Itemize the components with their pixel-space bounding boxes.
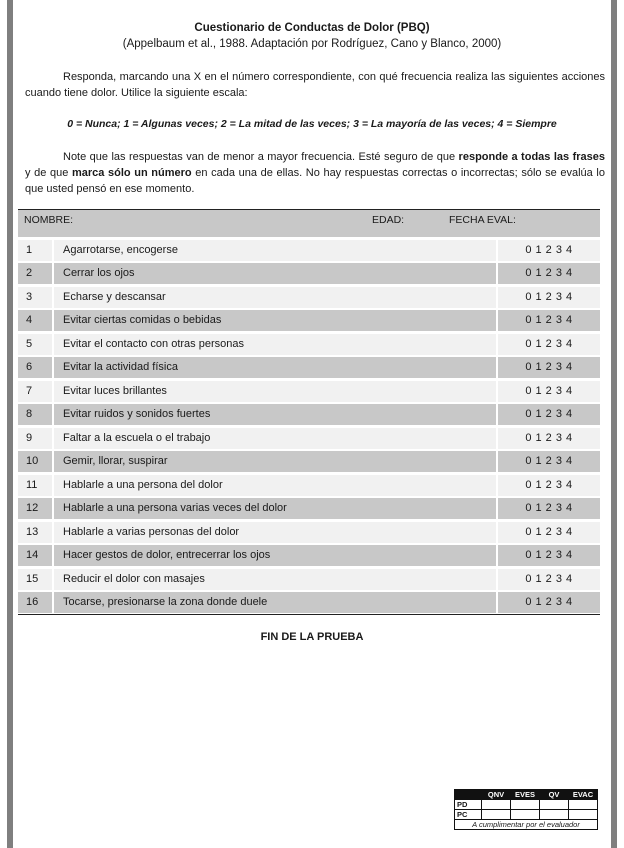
- item-number: 13: [18, 522, 52, 543]
- item-response-options[interactable]: 0 1 2 3 4: [498, 357, 600, 378]
- table-row: [18, 592, 600, 613]
- response-scale: 0 = Nunca; 1 = Algunas veces; 2 = La mitad de las veces; 3 = La mayoría de las veces; 4 = Siempre: [67, 118, 557, 130]
- table-row: [18, 357, 600, 378]
- scoring-col-qnv: QNV: [482, 790, 511, 800]
- table-row: [18, 310, 600, 331]
- item-number: 11: [18, 475, 52, 496]
- item-number: 15: [18, 569, 52, 590]
- scoring-cell[interactable]: [540, 800, 569, 810]
- scoring-row-label: PC: [455, 810, 482, 820]
- scoring-cell[interactable]: [569, 810, 598, 820]
- item-text: Evitar ruidos y sonidos fuertes: [54, 404, 496, 425]
- item-response-options[interactable]: 0 1 2 3 4: [498, 498, 600, 519]
- item-response-options[interactable]: 0 1 2 3 4: [498, 263, 600, 284]
- end-of-test-label: FIN DE LA PRUEBA: [260, 631, 364, 643]
- note-text: y de que: [25, 167, 72, 179]
- item-text: Gemir, llorar, suspirar: [54, 451, 496, 472]
- scoring-col-evac: EVAC: [569, 790, 598, 800]
- item-number: 16: [18, 592, 52, 613]
- item-number: 10: [18, 451, 52, 472]
- table-row: [18, 240, 600, 261]
- table-row: [18, 522, 600, 543]
- item-text: Faltar a la escuela o el trabajo: [54, 428, 496, 449]
- item-number: 7: [18, 381, 52, 402]
- item-response-options[interactable]: 0 1 2 3 4: [498, 428, 600, 449]
- item-response-options[interactable]: 0 1 2 3 4: [498, 310, 600, 331]
- item-text: Reducir el dolor con masajes: [54, 569, 496, 590]
- scoring-col-eves: EVES: [511, 790, 540, 800]
- item-text: Evitar el contacto con otras personas: [54, 334, 496, 355]
- name-field-label[interactable]: NOMBRE:: [24, 214, 74, 226]
- table-row: [18, 334, 600, 355]
- item-response-options[interactable]: 0 1 2 3 4: [498, 522, 600, 543]
- instructions-paragraph: [25, 69, 605, 101]
- scoring-footer: A cumplimentar por el evaluador: [455, 820, 598, 830]
- item-text: Agarrotarse, encogerse: [54, 240, 496, 261]
- item-text: Evitar ciertas comidas o bebidas: [54, 310, 496, 331]
- scoring-cell[interactable]: [511, 800, 540, 810]
- table-row: [18, 451, 600, 472]
- item-response-options[interactable]: 0 1 2 3 4: [498, 451, 600, 472]
- item-response-options[interactable]: 0 1 2 3 4: [498, 592, 600, 613]
- item-text: Hablarle a una persona varias veces del dolor: [54, 498, 496, 519]
- table-row: [18, 404, 600, 425]
- document-page: [13, 0, 611, 848]
- page-margin-right: [611, 0, 617, 848]
- item-response-options[interactable]: 0 1 2 3 4: [498, 404, 600, 425]
- note-text: Note que las respuestas van de menor a mayor frecuencia. Esté seguro de que: [63, 151, 459, 163]
- item-text: Tocarse, presionarse la zona donde duele: [54, 592, 496, 613]
- item-number: 14: [18, 545, 52, 566]
- item-text: Hablarle a una persona del dolor: [54, 475, 496, 496]
- note-emphasis: responde a todas las frases: [458, 151, 605, 163]
- scoring-row-pd: [455, 800, 598, 810]
- items-list: [18, 240, 600, 614]
- table-row: [18, 263, 600, 284]
- item-number: 3: [18, 287, 52, 308]
- table-row: [18, 381, 600, 402]
- scoring-row-label: PD: [455, 800, 482, 810]
- document-subtitle: (Appelbaum et al., 1988. Adaptación por Rodríguez, Cano y Blanco, 2000): [122, 38, 502, 50]
- form-header: [18, 209, 600, 237]
- document-title: Cuestionario de Conductas de Dolor (PBQ): [194, 22, 430, 34]
- note-paragraph: [25, 149, 605, 197]
- item-response-options[interactable]: 0 1 2 3 4: [498, 381, 600, 402]
- item-text: Hacer gestos de dolor, entrecerrar los ojos: [54, 545, 496, 566]
- item-number: 1: [18, 240, 52, 261]
- table-row: [18, 428, 600, 449]
- age-field-label[interactable]: EDAD:: [372, 214, 405, 226]
- scoring-cell[interactable]: [482, 810, 511, 820]
- scoring-cell[interactable]: [482, 800, 511, 810]
- item-response-options[interactable]: 0 1 2 3 4: [498, 287, 600, 308]
- scoring-cell[interactable]: [540, 810, 569, 820]
- table-row: [18, 545, 600, 566]
- questionnaire-table: [18, 209, 600, 615]
- item-number: 12: [18, 498, 52, 519]
- table-row: [18, 569, 600, 590]
- scoring-cell[interactable]: [569, 800, 598, 810]
- instructions-text: Responda, marcando una X en el número correspondiente, con qué frecuencia realiza las siguientes acciones cuando tiene dolor. Utilice la siguiente escala:: [25, 71, 605, 99]
- item-response-options[interactable]: 0 1 2 3 4: [498, 334, 600, 355]
- item-number: 5: [18, 334, 52, 355]
- table-bottom-rule: [18, 614, 600, 615]
- item-text: Hablarle a varias personas del dolor: [54, 522, 496, 543]
- table-row: [18, 498, 600, 519]
- scoring-row-pc: [455, 810, 598, 820]
- item-number: 6: [18, 357, 52, 378]
- item-response-options[interactable]: 0 1 2 3 4: [498, 475, 600, 496]
- item-number: 2: [18, 263, 52, 284]
- item-text: Evitar luces brillantes: [54, 381, 496, 402]
- item-text: Evitar la actividad física: [54, 357, 496, 378]
- scoring-footer-row: [455, 820, 598, 830]
- item-response-options[interactable]: 0 1 2 3 4: [498, 545, 600, 566]
- item-number: 8: [18, 404, 52, 425]
- table-row: [18, 287, 600, 308]
- item-number: 4: [18, 310, 52, 331]
- item-response-options[interactable]: 0 1 2 3 4: [498, 569, 600, 590]
- scoring-table: [454, 789, 598, 830]
- item-number: 9: [18, 428, 52, 449]
- item-text: Cerrar los ojos: [54, 263, 496, 284]
- scoring-header-row: [455, 790, 598, 800]
- item-response-options[interactable]: 0 1 2 3 4: [498, 240, 600, 261]
- scoring-cell[interactable]: [511, 810, 540, 820]
- note-emphasis: marca sólo un número: [71, 167, 192, 179]
- note-text: en cada una de ellas. No hay respuestas correctas o incorrectas; sólo se evalúa lo que usted pensó en ese momento.: [25, 167, 605, 195]
- item-text: Echarse y descansar: [54, 287, 496, 308]
- scoring-col-qv: QV: [540, 790, 569, 800]
- table-row: [18, 475, 600, 496]
- date-field-label[interactable]: FECHA EVAL:: [449, 214, 516, 226]
